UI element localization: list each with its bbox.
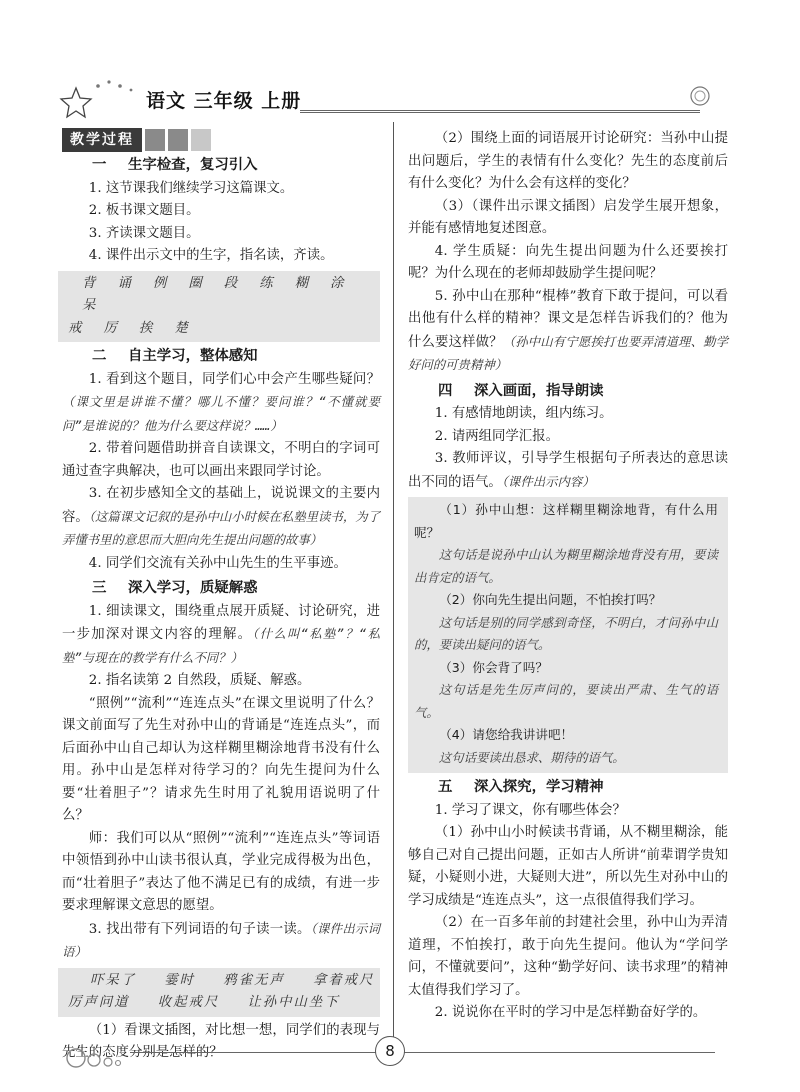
- paragraph: 1. 这节课我们继续学习这篇课文。: [88, 180, 294, 196]
- paragraph: 2. 指名读第 2 自然段，质疑、解惑。: [88, 673, 311, 688]
- footer-decoration: [62, 1036, 202, 1076]
- section-heading: [408, 380, 728, 403]
- vocab-box: [58, 271, 380, 343]
- quote-sentence: （2）你向先生提出问题，不怕挨打吗？: [439, 592, 662, 607]
- paragraph: [62, 369, 380, 439]
- page-number: 8: [375, 1036, 405, 1066]
- paragraph: 2. 说说你在平时的学习中是怎样勤奋好学的。: [434, 1005, 707, 1020]
- section-heading: [62, 345, 380, 368]
- paragraph: 1. 学习了课文，你有哪些体会？: [434, 802, 626, 818]
- paragraph: 1. 有感情地朗读，组内练习。: [434, 406, 613, 421]
- book-title: 语文 三年级 上册: [146, 90, 302, 112]
- paragraph-text: 1. 看到这个题目，同学们心中会产生哪些疑问？: [88, 371, 380, 387]
- paragraph: 2. 请两组同学汇报。: [434, 428, 559, 444]
- teacher-note: （这篇课文记叙的是孙中山小时候在私塾里读书，为了弄懂书里的意思而大胆向先生提出问题的故事）: [62, 508, 381, 547]
- page-header: [0, 0, 800, 130]
- vocab-line: 厉声问道 收起戒尺 让孙中山坐下: [68, 995, 340, 1010]
- paragraph: [62, 918, 380, 965]
- paragraph: [408, 448, 728, 494]
- paragraph: [408, 286, 728, 378]
- star-icon: [61, 88, 91, 117]
- section-number: 五: [438, 779, 453, 795]
- reading-guide-box: [408, 497, 728, 773]
- section-title: 生字检查，复习引入: [128, 157, 258, 173]
- section-title: 深入学习，质疑解惑: [128, 580, 258, 596]
- paragraph: 2. 带着问题借助拼音自读课文，不明白的字词可通过查字典解决，也可以画出来跟同学讨论。: [62, 441, 380, 479]
- vocab-line: 背 诵 例 圈 段 练 糊 涂 呆: [82, 275, 349, 313]
- section-number: 三: [92, 580, 107, 596]
- section-number: 四: [438, 382, 453, 399]
- paragraph: 师：我们可以从“照例”“流利”“连连点头”等词语中领悟到孙中山读书很认真，学业完成得极为出色，而“壮着胆子”表达了他不满足已有的成绩，有进一步要求理解课文意思的愿望。: [62, 830, 380, 913]
- teacher-note: （课件出示词语）: [62, 920, 380, 959]
- paragraph-text: 5. 孙中山在那种“棍棒”教育下敢于提问，可以看出他有什么样的精神？课文是怎样告诉我们的？他为什么要这样做？: [408, 288, 728, 350]
- section-badge: [62, 128, 380, 152]
- quote-explanation: 这句话是说孙中山认为糊里糊涂地背没有用，要读出肯定的语气。: [414, 547, 718, 585]
- vocab-box: [58, 968, 380, 1017]
- column-divider: [393, 122, 394, 1037]
- teacher-note: （课文里是讲谁不懂？哪儿不懂？要问谁？“不懂就要问”是谁说的？他为什么要这样说？……）: [62, 394, 380, 433]
- section-number: 一: [92, 157, 107, 173]
- paragraph: （2）围绕上面的词语展开讨论研究：当孙中山提出问题后，学生的表情有什么变化？先生的态度前后有什么变化？为什么会有这样的变化？: [408, 131, 728, 191]
- paragraph: 2. 板书课文题目。: [88, 203, 200, 218]
- paragraph-text: 3. 教师评议，引导学生根据句子所表达的意思读出不同的语气。: [408, 451, 728, 490]
- section-title: 深入画面，指导朗读: [474, 382, 604, 399]
- paragraph: 4. 学生质疑：向先生提出问题为什么还要挨打呢？为什么现在的老师却鼓励学生提问呢？: [408, 243, 728, 281]
- paragraph: 4. 课件出示文中的生字，指名读，齐读。: [88, 248, 334, 263]
- quote-explanation: 这句话是别的同学感到奇怪，不明白，才问孙中山的，要读出疑问的语气。: [414, 614, 718, 652]
- paragraph-text: 1. 细读课文，围绕重点展开质疑、讨论研究，进一步加深对课文内容的理解。: [62, 603, 380, 642]
- section-heading: [62, 577, 380, 600]
- paragraph-text: 3. 在初步感知全文的基础上，说说课文的主要内容。: [62, 486, 380, 525]
- paragraph: （1）孙中山小时候读书背诵，从不糊里糊涂，能够自己对自己提出问题，正如古人所讲“前辈谓学贵知疑，小疑则小进，大疑则大进”，所以先生对孙中山的学习成绩是“连连点头”，这一点很值得我们学习。: [408, 825, 728, 908]
- section-title: 深入探究，学习精神: [474, 779, 604, 795]
- paragraph: 3. 齐读课文题目。: [88, 225, 200, 241]
- quote-sentence: （1）孙中山想：这样糊里糊涂地背，有什么用呢？: [414, 502, 718, 540]
- paragraph-text: 3. 找出带有下列词语的句子读一读。: [88, 921, 311, 937]
- quote-sentence: （4）请您给我讲讲吧！: [439, 727, 574, 742]
- badge-block: [145, 129, 165, 151]
- badge-block: [168, 129, 188, 151]
- teacher-note: （课件出示内容）: [501, 473, 595, 489]
- paragraph: （1）看课文插图，对比想一想，同学们的表现与先生的态度分别是怎样的？: [62, 1022, 380, 1060]
- vocab-line: 吓呆了 霎时 鸦雀无声 拿着戒尺: [90, 972, 375, 988]
- badge-block: [191, 129, 211, 151]
- teacher-note: （孙中山有宁愿挨打也要弄清道理、勤学好问的可贵精神）: [408, 333, 729, 372]
- paragraph: “照例”“流利”“连连点头”在课文里说明了什么？课文前面写了先生对孙中山的背诵是“连连点头”，而后面孙中山自己却认为这样糊里糊涂地背书没有什么用。孙中山是怎样对待学习的？向先生提问为什么要“壮着胆子”？请求先生时用了礼貌用语说明了什么？: [62, 695, 380, 823]
- paragraph: 4. 同学们交流有关孙中山先生的生平事迹。: [88, 555, 347, 571]
- left-column: [62, 128, 380, 1065]
- header-rule: [300, 110, 700, 113]
- paragraph: [62, 483, 380, 553]
- section-heading: [408, 776, 728, 799]
- quote-explanation: 这句话要读出恳求、期待的语气。: [438, 749, 625, 765]
- quote-explanation: 这句话是先生厉声问的，要读出严肃、生气的语气。: [414, 682, 718, 720]
- footer-rule: [130, 1052, 715, 1053]
- vocab-line: 戒 厉 挨 楚: [68, 320, 193, 336]
- paragraph: [62, 601, 380, 671]
- right-column: [408, 128, 728, 1025]
- teacher-note: （什么叫“私塾”？“私塾”与现在的教学有什么不同？）: [62, 626, 380, 665]
- section-badge-label: 教学过程: [62, 128, 142, 152]
- section-title: 自主学习，整体感知: [128, 348, 258, 364]
- section-heading: [62, 154, 380, 177]
- quote-sentence: （3）你会背了吗？: [439, 659, 548, 675]
- paragraph: （2）在一百多年前的封建社会里，孙中山为弄清道理，不怕挨打，敢于向先生提问。他认为“学问学问，不懂就要问”，这种“勤学好问、读书求理”的精神太值得我们学习了。: [408, 915, 728, 998]
- paragraph: （3）（课件出示课文插图）启发学生展开想象，并能有感情地复述图意。: [408, 198, 728, 236]
- section-number: 二: [92, 348, 107, 364]
